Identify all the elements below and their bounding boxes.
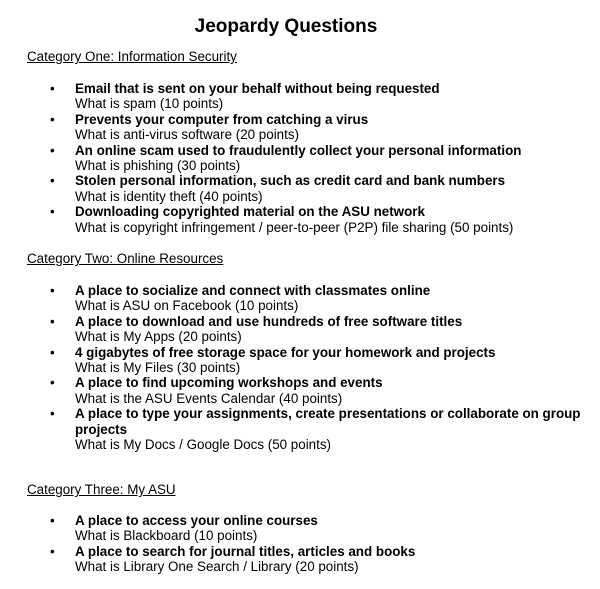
question-text: Prevents your computer from catching a virus bbox=[75, 111, 369, 127]
question-item bbox=[27, 345, 585, 376]
answer-text: What is Library One Search / Library (20 points) bbox=[75, 559, 359, 575]
question-text: A place to find upcoming workshops and events bbox=[75, 375, 383, 391]
category-heading: Category Three: My ASU bbox=[27, 482, 176, 497]
category-heading: Category One: Information Security bbox=[27, 49, 237, 64]
question-item bbox=[27, 283, 585, 314]
question-item bbox=[27, 314, 585, 345]
question-item bbox=[27, 143, 585, 174]
bullet-icon: • bbox=[50, 81, 55, 96]
bullet-icon: • bbox=[50, 142, 55, 158]
answer-text: What is Blackboard (10 points) bbox=[75, 528, 258, 544]
bullet-icon: • bbox=[50, 513, 55, 528]
category-heading: Category Two: Online Resources bbox=[27, 251, 224, 266]
question-list bbox=[27, 513, 587, 575]
question-list bbox=[27, 283, 587, 452]
category-online-resources bbox=[27, 251, 587, 452]
bullet-icon: • bbox=[50, 543, 55, 559]
question-text: Stolen personal information, such as credit card and bank numbers bbox=[75, 173, 506, 189]
bullet-icon: • bbox=[50, 204, 55, 220]
answer-text: What is My Apps (20 points) bbox=[75, 329, 242, 345]
answer-text: What is ASU on Facebook (10 points) bbox=[75, 298, 299, 314]
answer-text: What is the ASU Events Calendar (40 points) bbox=[75, 390, 343, 406]
question-item bbox=[27, 375, 585, 406]
question-text: A place to type your assignments, create presentations or collaborate on group projects bbox=[75, 406, 581, 437]
question-item bbox=[27, 544, 585, 575]
question-item bbox=[27, 173, 585, 204]
answer-text: What is anti-virus software (20 points) bbox=[75, 127, 299, 143]
category-my-asu bbox=[27, 482, 587, 575]
question-list bbox=[27, 81, 587, 235]
bullet-icon: • bbox=[50, 173, 55, 189]
question-item bbox=[27, 81, 585, 112]
question-text: A place to download and use hundreds of free software titles bbox=[75, 313, 463, 329]
question-text: A place to access your online courses bbox=[75, 513, 318, 528]
category-information-security bbox=[27, 49, 587, 235]
bullet-icon: • bbox=[50, 406, 55, 422]
bullet-icon: • bbox=[50, 344, 55, 360]
question-text: An online scam used to fraudulently collect your personal information bbox=[75, 142, 522, 158]
question-text: A place to search for journal titles, articles and books bbox=[75, 543, 416, 559]
question-item bbox=[27, 406, 585, 452]
question-text: Downloading copyrighted material on the ASU network bbox=[75, 204, 425, 220]
question-text: Email that is sent on your behalf without being requested bbox=[75, 81, 440, 96]
answer-text: What is My Docs / Google Docs (50 points) bbox=[75, 437, 331, 453]
question-item bbox=[27, 513, 585, 544]
question-item bbox=[27, 204, 585, 235]
bullet-icon: • bbox=[50, 283, 55, 298]
bullet-icon: • bbox=[50, 375, 55, 391]
bullet-icon: • bbox=[50, 111, 55, 127]
question-item bbox=[27, 112, 585, 143]
question-text: A place to socialize and connect with classmates online bbox=[75, 283, 431, 298]
answer-text: What is spam (10 points) bbox=[75, 96, 224, 112]
bullet-icon: • bbox=[50, 313, 55, 329]
question-text: 4 gigabytes of free storage space for your homework and projects bbox=[75, 344, 496, 360]
answer-text: What is phishing (30 points) bbox=[75, 158, 241, 174]
answer-text: What is My Files (30 points) bbox=[75, 360, 241, 376]
answer-text: What is copyright infringement / peer-to-peer (P2P) file sharing (50 points) bbox=[75, 219, 514, 235]
answer-text: What is identity theft (40 points) bbox=[75, 188, 263, 204]
document-title: Jeopardy Questions bbox=[194, 16, 378, 37]
